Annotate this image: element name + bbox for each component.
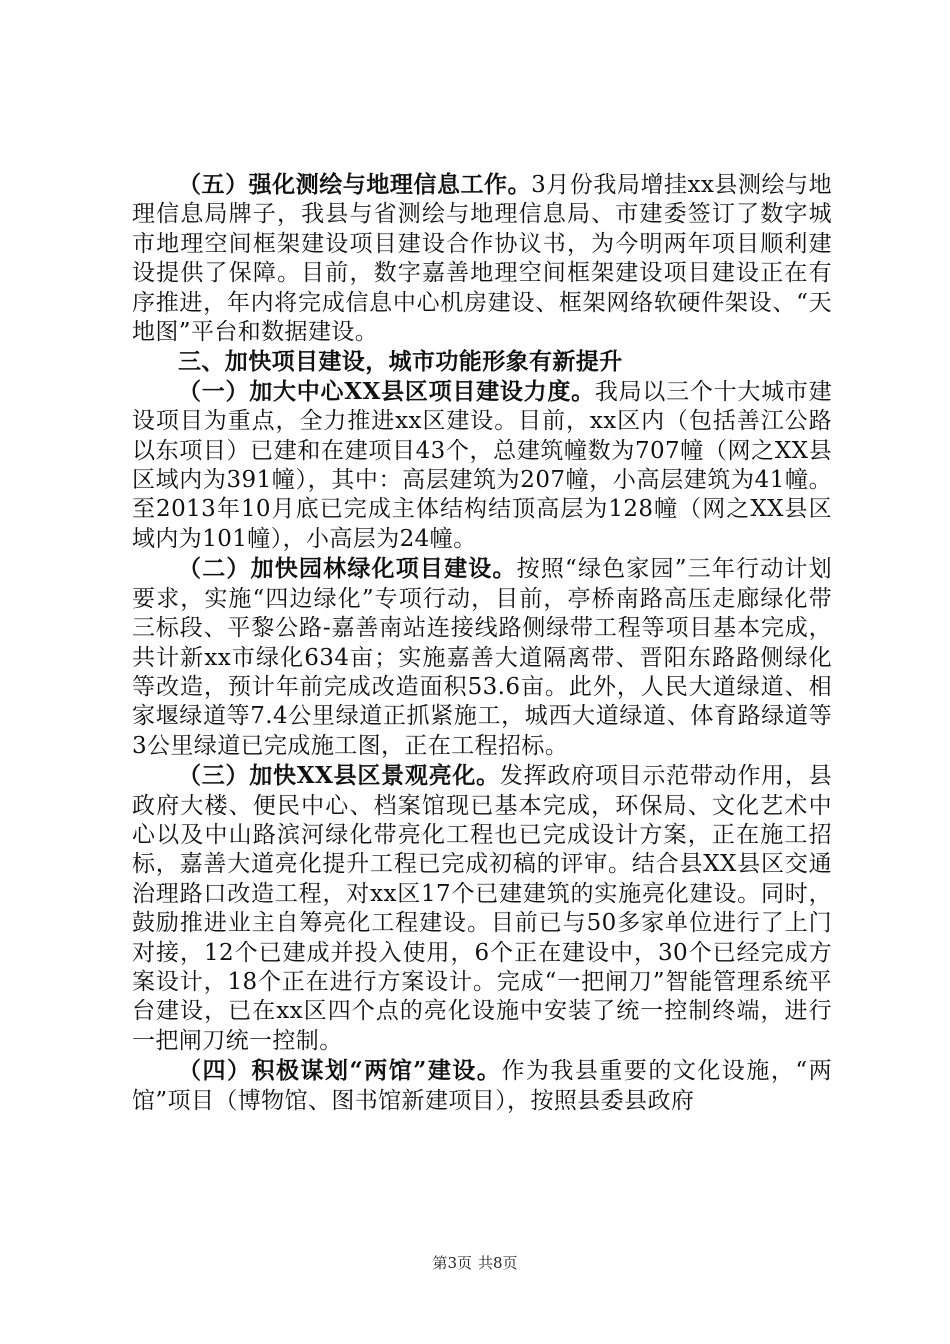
paragraph-text: 按照“绿色家园”三年行动计划要求，实施“四边绿化”专项行动，目前，亭桥南路高压走廊绿化带三标段、平黎公路-嘉善南站连接线路侧绿带工程等项目基本完成，共计新xx市绿化634亩；实施嘉善大道隔离带、晋阳东路路侧绿化等改造，预计年前完成改造面积53.6亩。此外，人民大道绿道、相家堰绿道等7.4公里绿道正抓紧施工，城西大道绿道、体育路绿道等3公里绿道已完成施工图，正在工程招标。 [132, 556, 832, 759]
paragraph-landscaping [132, 554, 832, 761]
paragraph-text: 我局以三个十大城市建设项目为重点，全力推进xx区建设。目前，xx区内（包括善江公路以东项目）已建和在建项目43个，总建筑幢数为707幢（网之XX县区域内为391幢），其中：高层建筑为207幢，小高层建筑为41幢。至2013年10月底已完成主体结构结顶高层为128幢（网之XX县区域内为101幢），小高层为24幢。 [132, 378, 833, 552]
paragraph-center-district-projects [132, 377, 832, 554]
paragraph-text: 发挥政府项目示范带动作用，县政府大楼、便民中心、档案馆现已基本完成，环保局、文化艺术中心以及中山路滨河绿化带亮化工程也已完成设计方案，正在施工招标，嘉善大道亮化提升工程已完成初稿的评审。结合县XX县区交通治理路口改造工程，对xx区17个已建建筑的实施亮化建设。同时，鼓励推进业主自筹亮化工程建设。目前已与50多家单位进行了上门对接，12个已建成并投入使用，6个正在建设中，30个已经完成方案设计，18个正在进行方案设计。完成“一把闸刀”智能管理系统平台建设，已在xx区四个点的亮化设施中安装了统一控制终端，进行一把闸刀统一控制。 [132, 763, 832, 1054]
section-heading: 三、加快项目建设，城市功能形象有新提升 [178, 348, 623, 376]
page-total: 共8页 [478, 1254, 518, 1272]
paragraph-two-halls [132, 1056, 832, 1116]
paragraph-text: 3月份我局增挂xx县测绘与地理信息局牌子，我县与省测绘与地理信息局、市建委签订了数字城市地理空间框架建设项目建设合作协议书，为今明两年项目顺利建设提供了保障。目前，数字嘉善地理空间框架建设项目建设正在有序推进，年内将完成信息中心机房建设、框架网络软硬件架设、“天地图”平台和数据建设。 [132, 172, 832, 346]
paragraph-text: 作为我县重要的文化设施，“两馆”项目（博物馆、图书馆新建项目），按照县委县政府 [132, 1058, 833, 1114]
paragraph-lighting [132, 761, 832, 1056]
page-number: 第3页 [432, 1254, 472, 1272]
paragraph-lead: （五）强化测绘与地理信息工作。 [178, 171, 532, 198]
paragraph-lead: （一）加大中心XX县区项目建设力度。 [178, 377, 595, 405]
document-body [132, 170, 832, 1116]
page-footer [0, 1252, 950, 1273]
paragraph-lead: （三）加快XX县区景观亮化。 [178, 762, 500, 790]
paragraph-lead: （二）加快园林绿化项目建设。 [178, 555, 517, 583]
paragraph-lead: （四）积极谋划“两馆”建设。 [178, 1057, 502, 1085]
paragraph-surveying [132, 170, 832, 347]
